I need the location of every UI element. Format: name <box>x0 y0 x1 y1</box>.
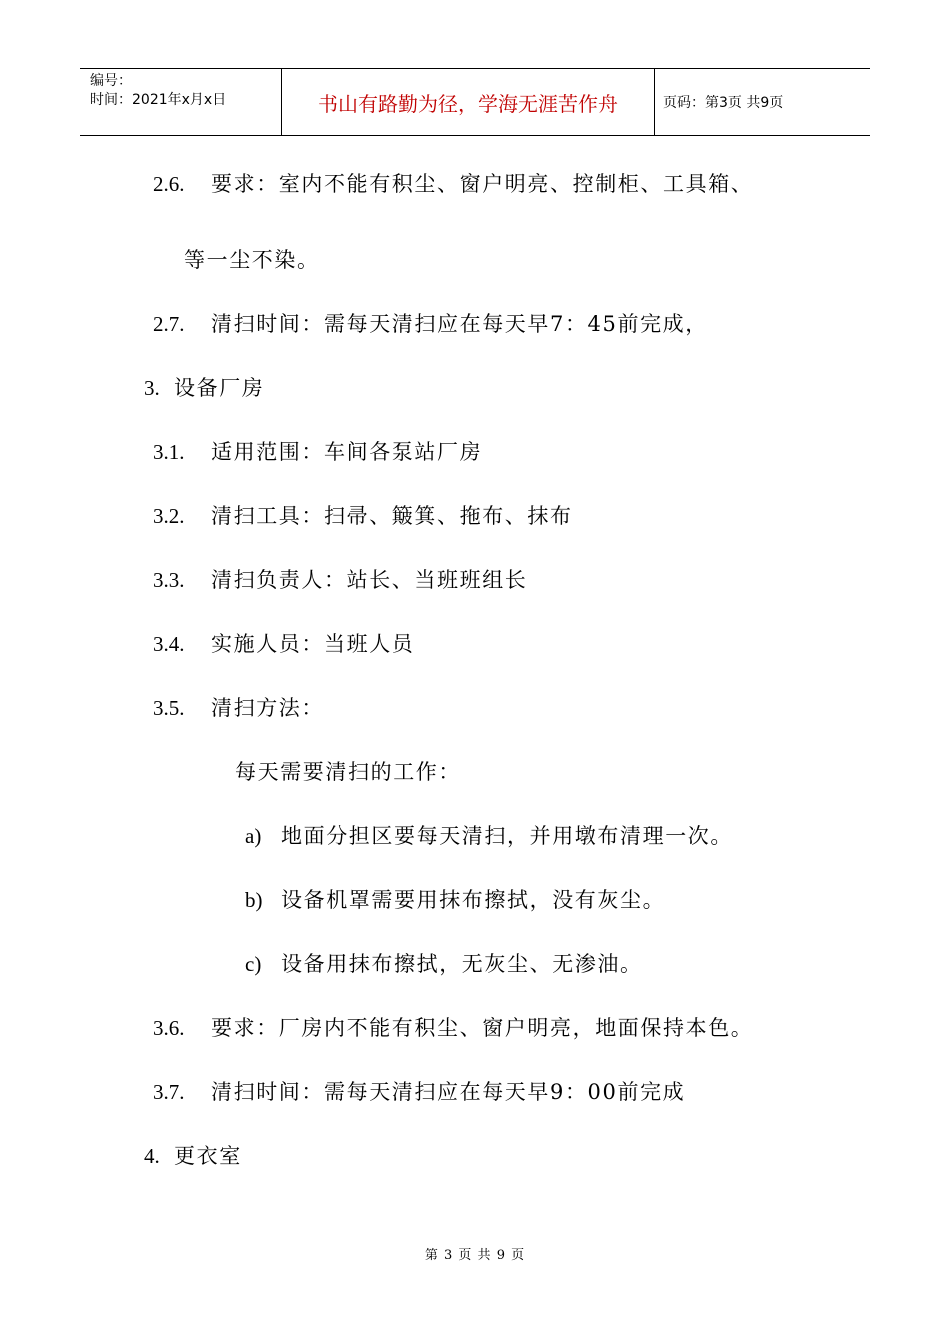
subitem-text: 设备机罩需要用抹布擦拭，没有灰尘。 <box>281 888 666 912</box>
item-number: 3.3. <box>153 568 185 592</box>
item-2-6-continuation <box>184 246 320 274</box>
subitem-c <box>245 950 643 978</box>
item-text: 清扫工具：扫帚、簸箕、拖布、抹布 <box>211 504 573 528</box>
item-3-7 <box>153 1078 685 1106</box>
header-motto: 书山有路勤为径，学海无涯苦作舟 <box>282 69 655 135</box>
item-text: 等一尘不染。 <box>184 248 320 272</box>
subitem-a <box>245 822 733 850</box>
item-2-6 <box>153 170 753 198</box>
item-number: 3.4. <box>153 632 185 656</box>
item-text: 适用范围：车间各泵站厂房 <box>211 440 483 464</box>
header-page-info: 页码：第3页 共9页 <box>663 95 784 111</box>
item-3-4 <box>153 630 414 658</box>
item-3-1 <box>153 438 482 466</box>
item-text: 清扫时间：需每天清扫应在每天早7：45前完成， <box>211 312 708 336</box>
page-header <box>80 68 870 136</box>
item-text: 清扫时间：需每天清扫应在每天早9：00前完成 <box>211 1080 686 1104</box>
item-text: 要求：厂房内不能有积尘、窗户明亮，地面保持本色。 <box>211 1016 754 1040</box>
header-code-label: 编号： <box>90 73 132 89</box>
item-2-7 <box>153 310 708 338</box>
item-3-2 <box>153 502 573 530</box>
section-3-heading <box>144 374 264 402</box>
item-text: 实施人员：当班人员 <box>211 632 415 656</box>
item-3-3 <box>153 566 527 594</box>
header-time-label: 时间：2021年x月x日 <box>90 92 227 108</box>
item-number: 3.7. <box>153 1080 185 1104</box>
subitem-letter: b) <box>245 888 263 912</box>
item-number: 3.2. <box>153 504 185 528</box>
item-text: 清扫方法： <box>211 696 324 720</box>
subitem-b <box>245 886 665 914</box>
page-footer: 第 3 页 共 9 页 <box>424 1248 526 1263</box>
item-text: 清扫负责人：站长、当班班组长 <box>211 568 528 592</box>
subitem-text: 地面分担区要每天清扫，并用墩布清理一次。 <box>281 824 733 848</box>
subitem-letter: c) <box>245 952 262 976</box>
item-number: 2.7. <box>153 312 185 336</box>
item-3-5 <box>153 694 324 722</box>
section-number: 3. <box>144 376 160 400</box>
subitem-letter: a) <box>245 824 262 848</box>
item-number: 2.6. <box>153 172 185 196</box>
section-number: 4. <box>144 1144 160 1168</box>
section-title: 设备厂房 <box>174 376 265 400</box>
section-title: 更衣室 <box>174 1144 242 1168</box>
item-number: 3.6. <box>153 1016 185 1040</box>
item-text: 要求：室内不能有积尘、窗户明亮、控制柜、工具箱、 <box>211 172 754 196</box>
item-number: 3.1. <box>153 440 185 464</box>
section-4-heading <box>144 1142 242 1170</box>
subitem-text: 设备用抹布擦拭，无灰尘、无渗油。 <box>281 952 643 976</box>
item-number: 3.5. <box>153 696 185 720</box>
item-3-6 <box>153 1014 753 1042</box>
item-text: 每天需要清扫的工作： <box>235 760 461 784</box>
daily-work-intro <box>235 758 461 786</box>
header-meta-cell <box>80 69 282 135</box>
